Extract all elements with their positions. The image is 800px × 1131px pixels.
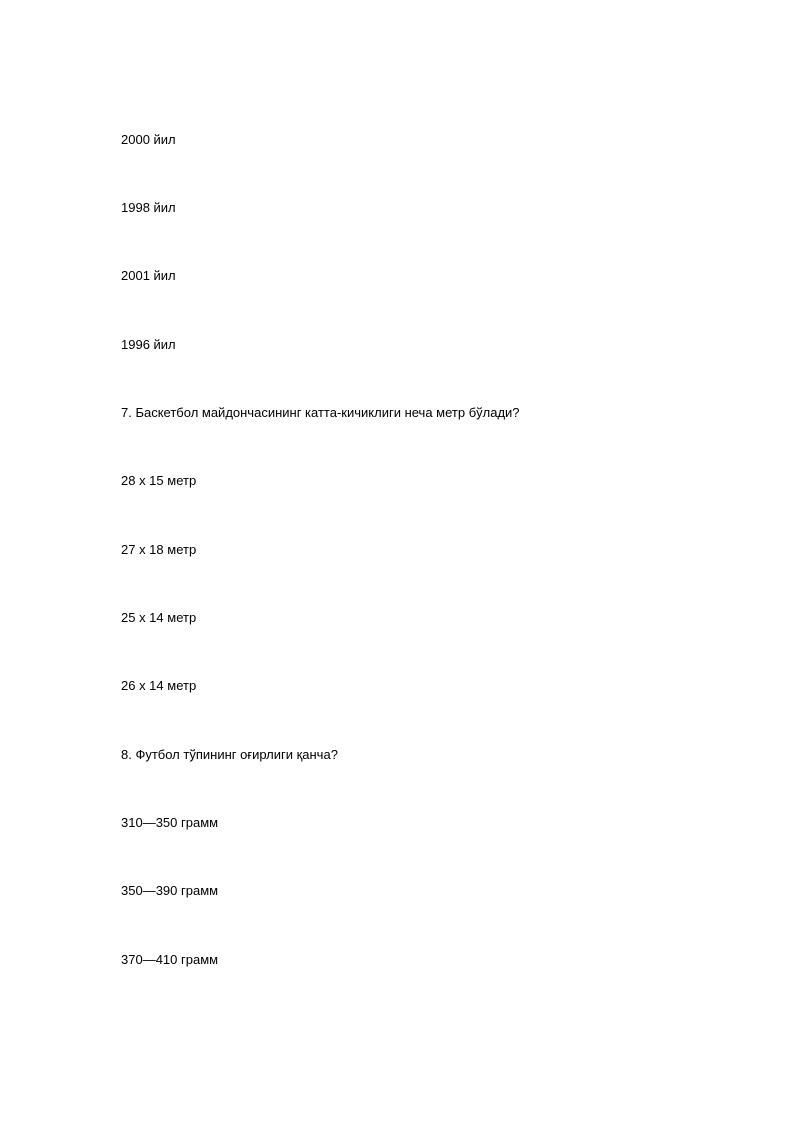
- answer-option: 310—350 грамм: [121, 815, 219, 830]
- question-7: 7. Баскетбол майдончасининг катта-кичиклиги неча метр бўлади?: [121, 405, 520, 420]
- answer-option: 350—390 грамм: [121, 883, 219, 898]
- answer-option: 27 х 18 метр: [121, 542, 197, 557]
- answer-option: 28 х 15 метр: [121, 473, 197, 488]
- answer-option: 1998 йил: [121, 200, 176, 215]
- answer-option: 370—410 грамм: [121, 952, 219, 967]
- answer-option: 25 х 14 метр: [121, 610, 197, 625]
- answer-option: 2001 йил: [121, 268, 176, 283]
- question-8: 8. Футбол тўпининг оғирлиги қанча?: [121, 747, 338, 762]
- answer-option: 1996 йил: [121, 337, 176, 352]
- answer-option: 2000 йил: [121, 132, 176, 147]
- answer-option: 26 х 14 метр: [121, 678, 197, 693]
